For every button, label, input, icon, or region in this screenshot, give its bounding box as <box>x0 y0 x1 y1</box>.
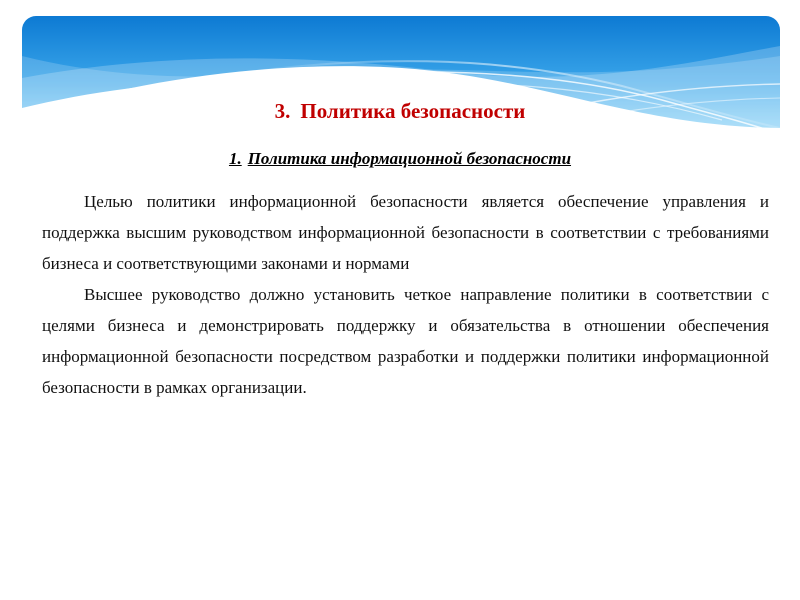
paragraph-purpose: Целью политики информационной безопасности является обеспечение управления и поддержка высшим руководством информационной безопасности в соответствии с требованиями бизнеса и соответствующими законами и нормами <box>42 192 769 273</box>
section-title-text: Политика безопасности <box>300 99 526 123</box>
subsection-title <box>0 149 800 169</box>
subsection-number: 1. <box>228 149 242 168</box>
body-text <box>42 186 769 403</box>
subsection-title-text: Политика информационной безопасности <box>247 149 572 168</box>
paragraph-management: Высшее руководство должно установить четкое направление политики в соответствии с целями бизнеса и демонстрировать поддержку и обязательства в отношении обеспечения информационной безопасности посредством разработки и поддержки политики информационной безопасности в рамках организации. <box>42 285 769 397</box>
section-number: 3. <box>274 99 291 123</box>
section-title <box>0 99 800 124</box>
